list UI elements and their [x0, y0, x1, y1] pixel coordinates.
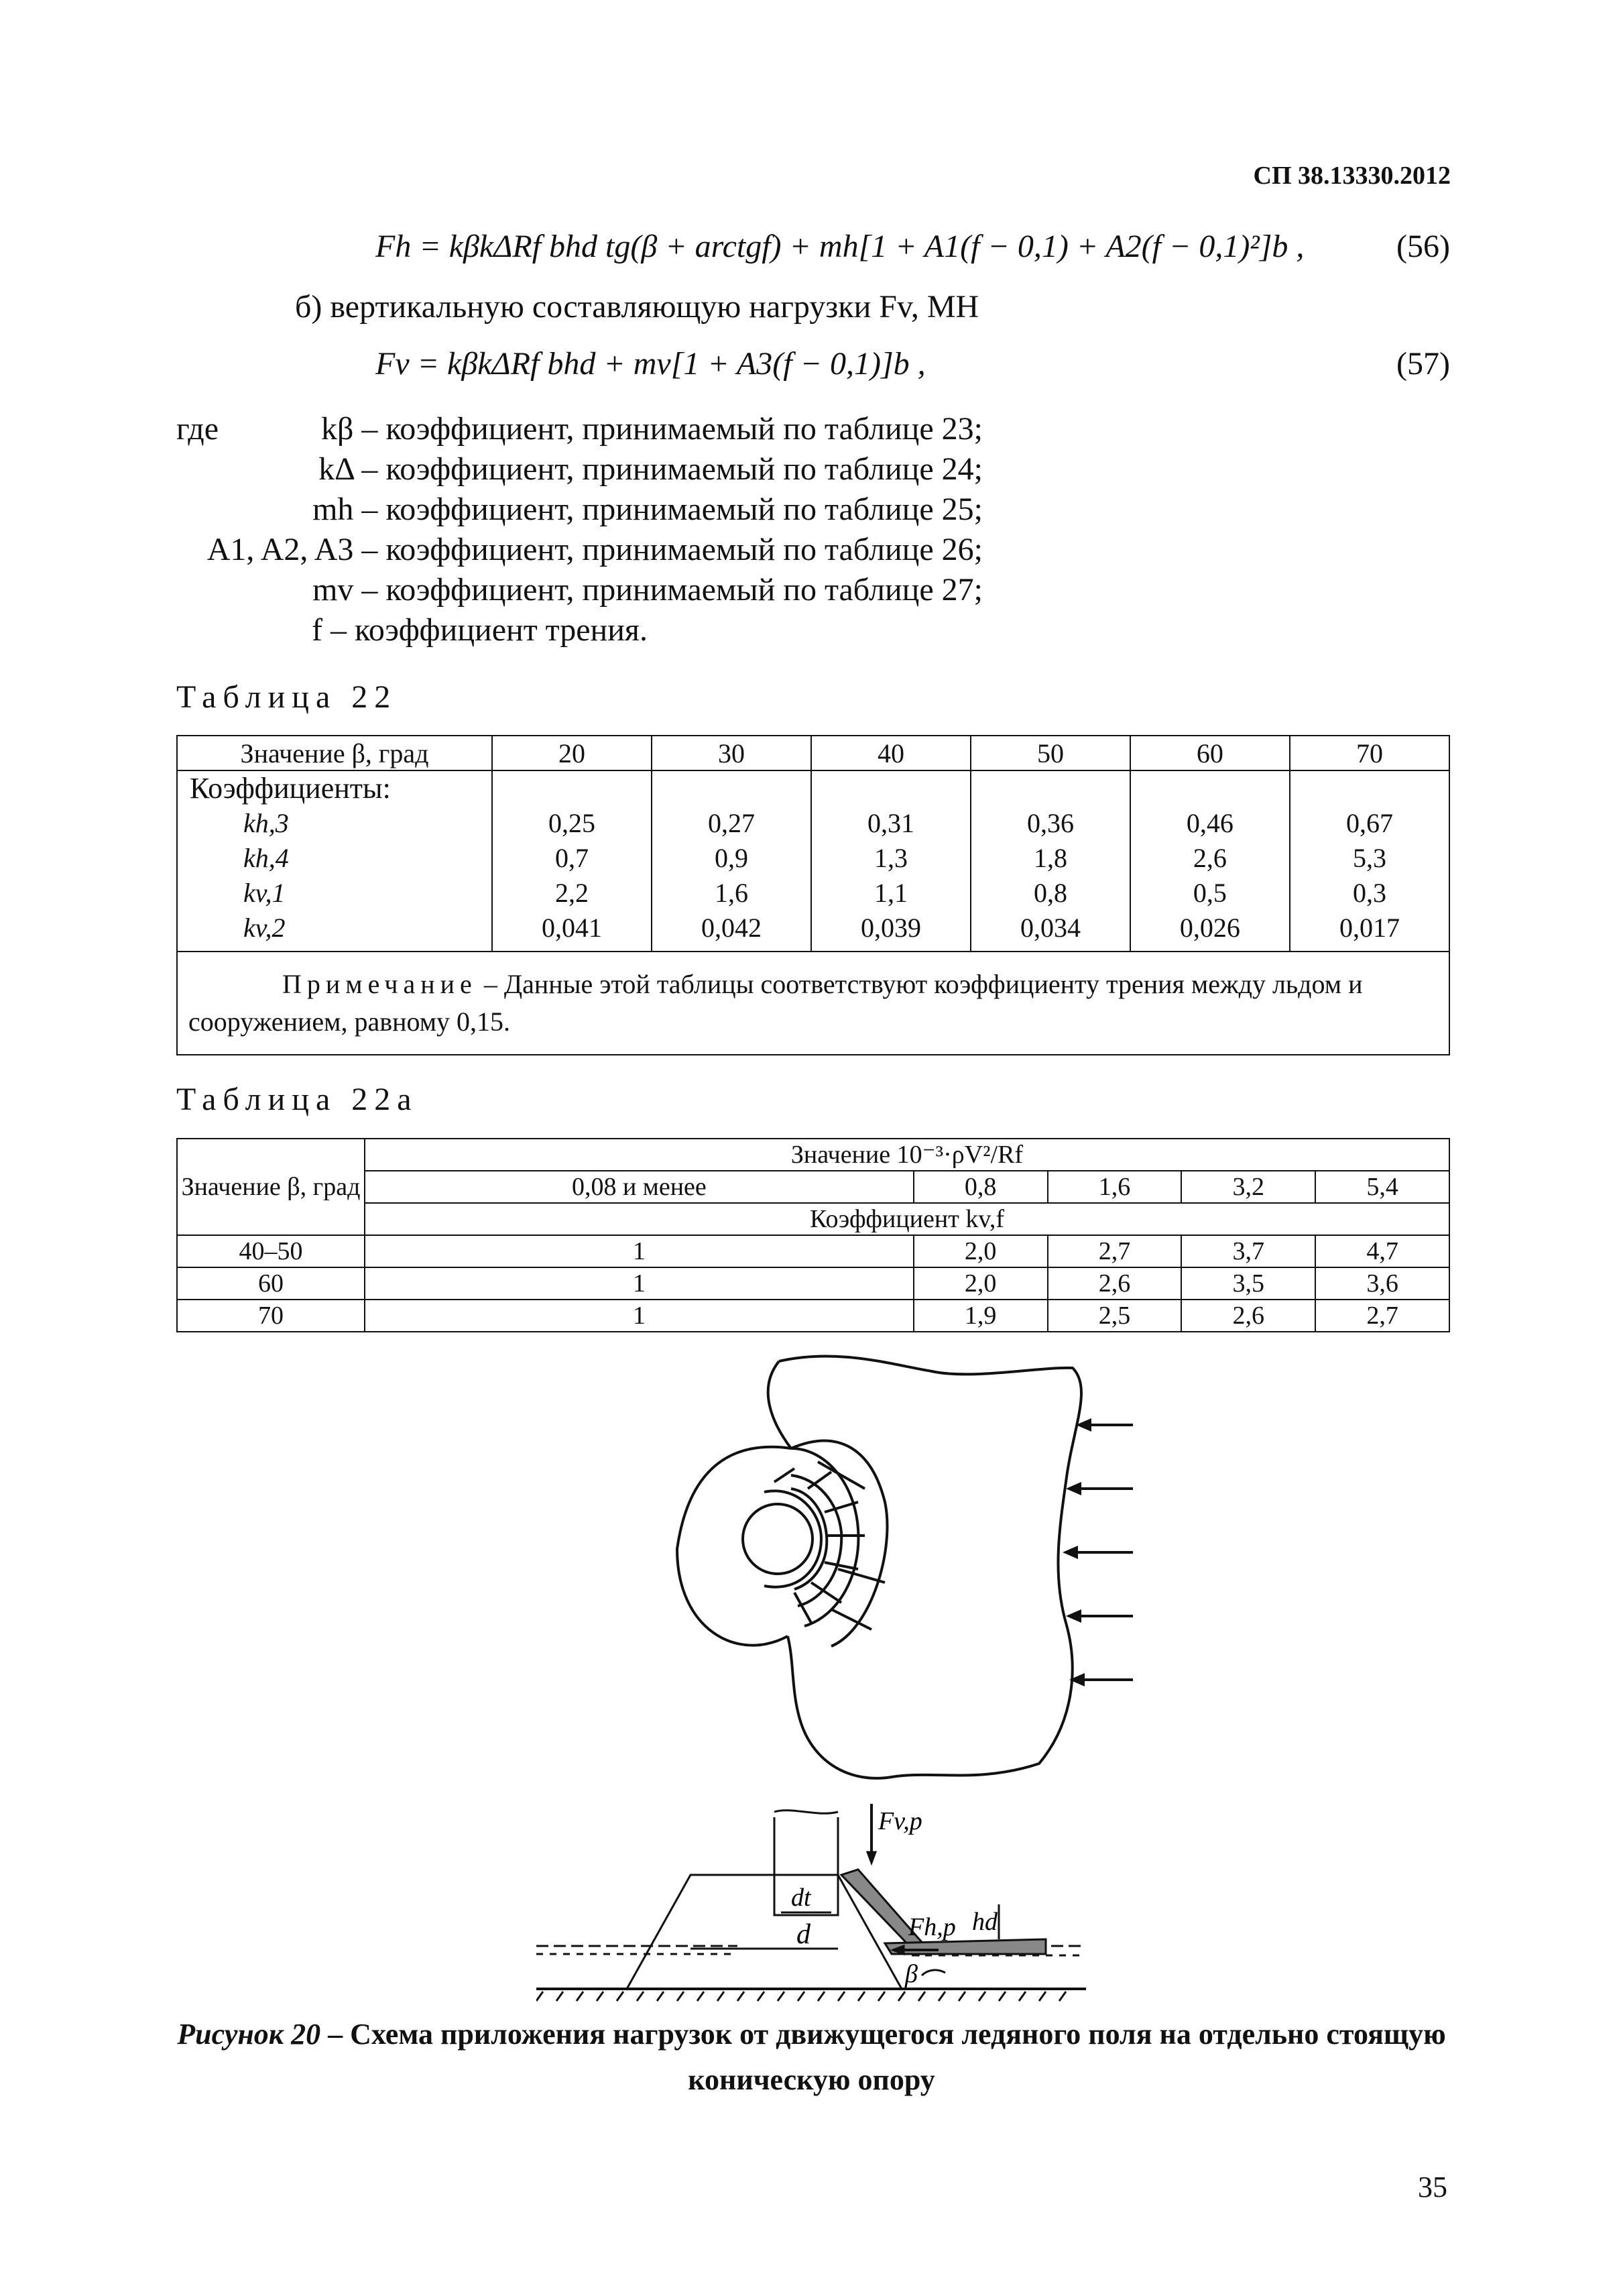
- table-cell: 0,026: [1179, 913, 1240, 943]
- fhp-label: Fh,p: [908, 1913, 956, 1941]
- document-code: СП 38.13330.2012: [1253, 162, 1451, 190]
- table-22a-title: Таблица 22а: [176, 1082, 418, 1117]
- table-cell: 0,31: [867, 808, 914, 838]
- corner-header: Значение β, град: [177, 1139, 365, 1235]
- table-cell: 2,6: [1193, 843, 1227, 873]
- fvp-label: Fv,p: [878, 1807, 922, 1835]
- support-column: [774, 1817, 838, 1875]
- table-note: [177, 952, 1449, 1055]
- arrow-head: [1069, 1484, 1080, 1493]
- pile-up-zone-outline: [791, 1441, 887, 1646]
- paragraph-b: б) вертикальную составляющую нагрузки Fv, МН: [295, 289, 979, 325]
- table-22-title: Таблица 22: [176, 679, 398, 715]
- table-cell: 0,27: [707, 808, 755, 838]
- table-cell: 0,042: [701, 913, 762, 943]
- where-item: f – коэффициент трения.: [311, 612, 648, 648]
- table-cell: 3,6: [1315, 1267, 1449, 1300]
- arrow-head: [1079, 1420, 1090, 1430]
- note-heading: Примечание: [282, 969, 477, 999]
- value-column: [492, 770, 652, 952]
- table-cell: 2,7: [1315, 1300, 1449, 1332]
- value-column: [971, 770, 1130, 952]
- column-header: 1,6: [1048, 1171, 1182, 1203]
- where-item: mh – коэффициент, принимаемый по таблице 25;: [312, 492, 983, 527]
- figure-caption: [0, 2012, 1623, 2103]
- value-column: [1290, 770, 1449, 952]
- ice-field-outline: [768, 1361, 791, 1448]
- value-column: [1130, 770, 1290, 952]
- coefficient-labels: [177, 770, 492, 952]
- arrow-head: [867, 1852, 876, 1863]
- column-break-line: [774, 1811, 838, 1814]
- table-header-cell: 50: [971, 736, 1130, 770]
- ground-hatching: [536, 1992, 1066, 2001]
- arrow-head: [1066, 1548, 1077, 1557]
- row-label: kv,1: [243, 878, 286, 908]
- table-cell: 1: [365, 1267, 914, 1300]
- table-cell: 4,7: [1315, 1235, 1449, 1267]
- equation-57: Fv = kβkΔRf bhd + mv[1 + A3(f − 0,1)]b ,: [375, 346, 926, 382]
- arrow-head: [1073, 1675, 1083, 1684]
- column-header: 0,08 и менее: [365, 1171, 914, 1203]
- beta-label: β: [905, 1960, 918, 1988]
- equation-57-number: (57): [1396, 346, 1450, 382]
- table-cell: 0,7: [554, 843, 589, 873]
- row-label: kh,3: [243, 808, 289, 838]
- table-cell: 2,7: [1048, 1235, 1182, 1267]
- beta-arc: [922, 1970, 945, 1975]
- table-cell: 1,6: [714, 878, 748, 908]
- value-column: [811, 770, 971, 952]
- equation-56: Fh = kβkΔRf bhd tg(β + arctgf) + mh[1 + A1(f − 0,1) + A2(f − 0,1)²]b ,: [375, 229, 1305, 264]
- table-cell: 2,6: [1048, 1267, 1182, 1300]
- table-cell: 0,017: [1339, 913, 1400, 943]
- table-header-cell: 20: [492, 736, 652, 770]
- table-cell: 1,1: [874, 878, 908, 908]
- table-cell: 2,0: [914, 1235, 1048, 1267]
- group-header: Значение 10⁻³·ρV²/Rf: [365, 1139, 1449, 1171]
- table-header-cell: Значение β, град: [177, 736, 492, 770]
- table-cell: 0,9: [714, 843, 748, 873]
- where-item: kβ – коэффициент, принимаемый по таблице 23;: [320, 411, 983, 447]
- table-cell: 2,6: [1181, 1300, 1315, 1332]
- d-label: d: [796, 1919, 810, 1950]
- column-header: 5,4: [1315, 1171, 1449, 1203]
- note-text: – Данные этой таблицы соответствуют коэффициенту трения между льдом и сооружением, равному 0,15.: [188, 969, 1363, 1037]
- table-cell: 0,46: [1186, 808, 1234, 838]
- equation-56-number: (56): [1396, 229, 1450, 264]
- table-cell: 0,36: [1026, 808, 1074, 838]
- sub-header: Коэффициент kv,f: [365, 1203, 1449, 1235]
- ice-field-outline: [779, 1356, 1081, 1778]
- table-cell: 1,8: [1033, 843, 1067, 873]
- conical-support-section-diagram: [536, 1790, 1086, 2005]
- table-header-cell: 40: [811, 736, 971, 770]
- table-cell: 0,8: [1033, 878, 1067, 908]
- table-cell: 2,5: [1048, 1300, 1182, 1332]
- column-header: 0,8: [914, 1171, 1048, 1203]
- broken-zone-outline: [677, 1447, 791, 1646]
- table-cell: 1: [365, 1300, 914, 1332]
- caption-heading: Рисунок 20: [177, 2018, 321, 2051]
- table-cell: 0,25: [548, 808, 595, 838]
- table-22: [176, 735, 1450, 1055]
- arrow-head: [1069, 1611, 1080, 1621]
- page-number: 35: [1418, 2171, 1447, 2203]
- table-cell: 3,5: [1181, 1267, 1315, 1300]
- table-cell: 2,0: [914, 1267, 1048, 1300]
- support-circle: [743, 1504, 813, 1574]
- column-header: 3,2: [1181, 1171, 1315, 1203]
- where-label: где: [176, 411, 219, 447]
- row-label: kv,2: [243, 913, 286, 943]
- table-cell: 2,2: [554, 878, 589, 908]
- where-item: A1, A2, A3 – коэффициент, принимаемый по таблице 26;: [206, 532, 983, 567]
- table-header-cell: 60: [1130, 736, 1290, 770]
- table-header-cell: 70: [1290, 736, 1449, 770]
- table-cell: 0,67: [1345, 808, 1393, 838]
- row-label: kh,4: [243, 843, 289, 873]
- table-cell: 1,9: [914, 1300, 1048, 1332]
- table-22a: [176, 1138, 1450, 1332]
- table-cell: 0,3: [1352, 878, 1386, 908]
- table-header-cell: 30: [652, 736, 811, 770]
- caption-text: – Схема приложения нагрузок от движущегося ледяного поля на отдельно стоящую коническую опору: [320, 2018, 1446, 2096]
- row-label: 40–50: [177, 1235, 365, 1267]
- table-cell: 0,039: [860, 913, 921, 943]
- ice-field-plan-diagram: [664, 1348, 1146, 1790]
- value-column: [652, 770, 811, 952]
- table-cell: 0,034: [1020, 913, 1081, 943]
- dt-label: dt: [791, 1884, 811, 1912]
- table-cell: 1: [365, 1235, 914, 1267]
- where-item: kΔ – коэффициент, принимаемый по таблице 24;: [318, 451, 983, 487]
- row-label: 60: [177, 1267, 365, 1300]
- table-cell: 3,7: [1181, 1235, 1315, 1267]
- table-cell: 1,3: [874, 843, 908, 873]
- table-cell: 0,041: [541, 913, 602, 943]
- row-label: 70: [177, 1300, 365, 1332]
- hd-label: hd: [972, 1908, 998, 1936]
- where-item: mv – коэффициент, принимаемый по таблице 27;: [312, 572, 983, 608]
- coefficients-group-label: Коэффициенты:: [190, 772, 391, 805]
- table-cell: 0,5: [1193, 878, 1227, 908]
- table-cell: 5,3: [1352, 843, 1386, 873]
